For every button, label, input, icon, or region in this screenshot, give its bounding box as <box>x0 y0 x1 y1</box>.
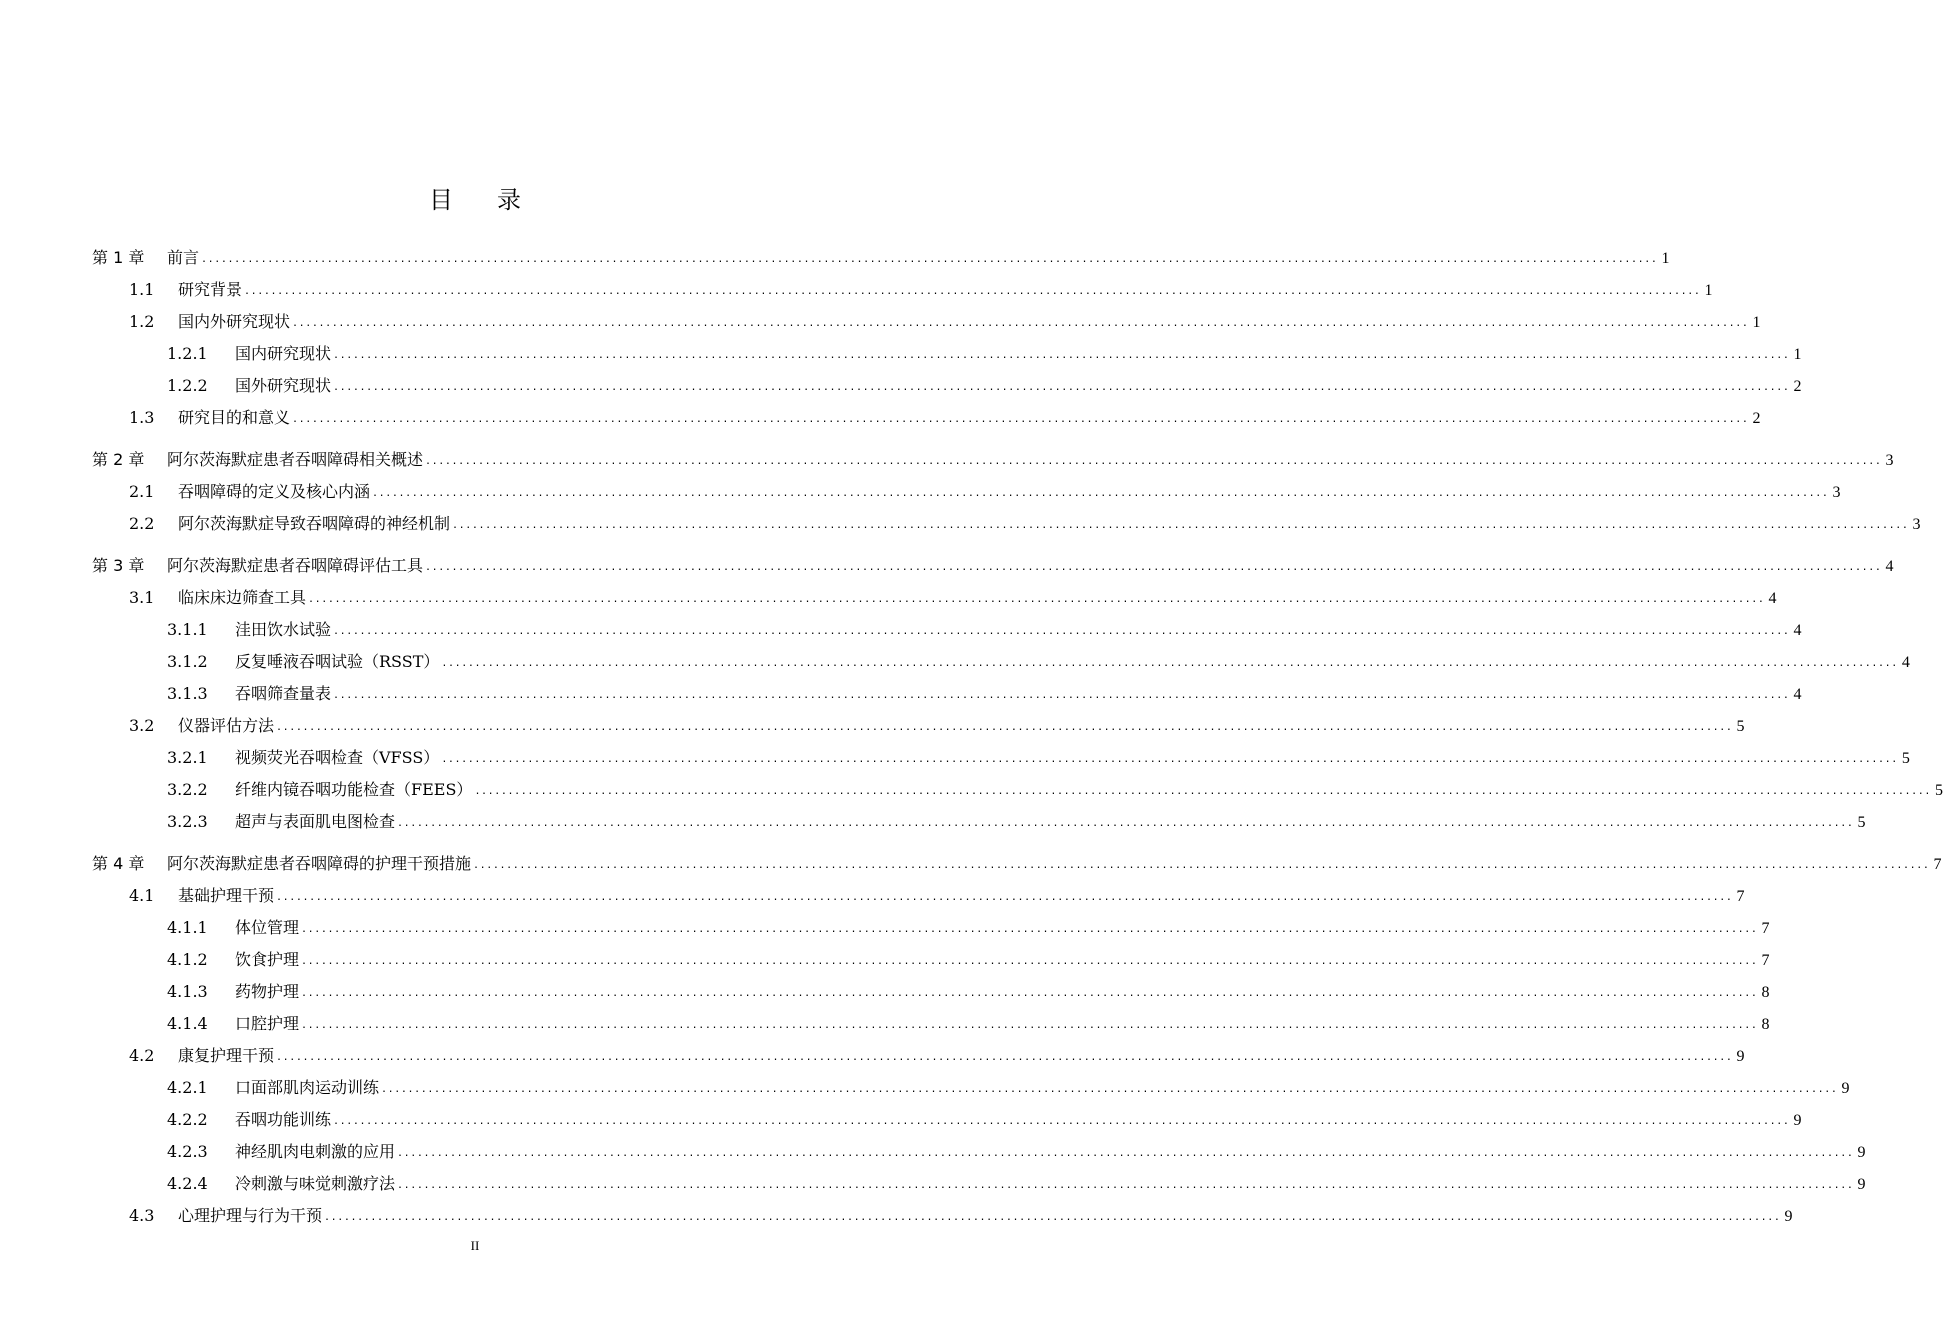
toc-dot-leader: ............................................................................................................................................................................................................................ <box>244 286 1701 297</box>
toc-entry-title: 饮食护理 <box>235 950 300 969</box>
toc-entry-page-number: 9 <box>1784 1208 1793 1225</box>
toc-entry-page-number: 7 <box>1761 920 1770 937</box>
toc-entry-number: 2.2 <box>129 514 155 533</box>
toc-dot-leader: ............................................................................................................................................................................................................................ <box>474 786 1931 797</box>
toc-chapter-entry[interactable] <box>92 242 1670 274</box>
toc-entry-title: 国内研究现状 <box>235 344 332 363</box>
toc-dot-leader: ............................................................................................................................................................................................................................ <box>372 488 1829 499</box>
toc-entry-number: 1.2.1 <box>167 344 208 363</box>
toc-dot-leader: ............................................................................................................................................................................................................................ <box>308 594 1765 605</box>
toc-subsection-entry[interactable] <box>92 742 1910 774</box>
page-number-footer: II <box>470 1238 480 1253</box>
toc-entry-page-number: 9 <box>1736 1048 1745 1065</box>
page-title <box>0 180 950 215</box>
toc-dot-leader: ............................................................................................................................................................................................................................ <box>201 254 1658 265</box>
toc-entry-page-number: 1 <box>1661 250 1670 267</box>
toc-entry-page-number: 7 <box>1933 856 1942 873</box>
toc-subsection-entry[interactable] <box>92 1136 1866 1168</box>
toc-subsection-entry[interactable] <box>92 338 1802 370</box>
toc-dot-leader: ............................................................................................................................................................................................................................ <box>333 626 1790 637</box>
toc-entry-page-number: 7 <box>1736 888 1745 905</box>
toc-entry-page-number: 3 <box>1885 452 1894 469</box>
toc-dot-leader: ............................................................................................................................................................................................................................ <box>301 988 1758 999</box>
toc-entry-page-number: 4 <box>1793 686 1802 703</box>
toc-entry-title: 洼田饮水试验 <box>235 620 332 639</box>
toc-entry-page-number: 9 <box>1857 1176 1866 1193</box>
toc-entry-title: 基础护理干预 <box>178 886 275 905</box>
toc-entry-number: 4.1.2 <box>167 950 208 969</box>
toc-section-entry[interactable] <box>92 402 1761 434</box>
toc-entry-page-number: 5 <box>1934 782 1943 799</box>
toc-entry-number: 4.1.4 <box>167 1014 208 1033</box>
toc-subsection-entry[interactable] <box>92 806 1866 838</box>
toc-section-entry[interactable] <box>92 508 1921 540</box>
title-char-2: 录 <box>497 186 521 214</box>
toc-entry-title: 康复护理干预 <box>178 1046 275 1065</box>
toc-entry-title: 研究背景 <box>178 280 243 299</box>
toc-section-entry[interactable] <box>92 1040 1745 1072</box>
toc-dot-leader: ............................................................................................................................................................................................................................ <box>333 350 1790 361</box>
toc-entry-title: 临床床边筛查工具 <box>178 588 307 607</box>
toc-dot-leader: ............................................................................................................................................................................................................................ <box>301 924 1758 935</box>
toc-dot-leader: ............................................................................................................................................................................................................................ <box>452 520 1909 531</box>
toc-entry-number: 3.1.2 <box>167 652 208 671</box>
toc-dot-leader: ............................................................................................................................................................................................................................ <box>441 754 1898 765</box>
toc-entry-number: 3.2.2 <box>167 780 208 799</box>
toc-entry-title: 心理护理与行为干预 <box>178 1206 323 1225</box>
toc-dot-leader: ............................................................................................................................................................................................................................ <box>276 892 1733 903</box>
toc-entry-title: 视频荧光吞咽检查（VFSS） <box>235 748 440 767</box>
toc-section-entry[interactable] <box>92 582 1777 614</box>
toc-dot-leader: ............................................................................................................................................................................................................................ <box>301 956 1758 967</box>
toc-entry-number: 4.2 <box>129 1046 155 1065</box>
toc-subsection-entry[interactable] <box>92 976 1770 1008</box>
toc-subsection-entry[interactable] <box>92 678 1802 710</box>
toc-entry-page-number: 2 <box>1752 410 1761 427</box>
toc-entry-number: 第 2 章 <box>92 450 145 469</box>
toc-subsection-entry[interactable] <box>92 370 1802 402</box>
toc-dot-leader: ............................................................................................................................................................................................................................ <box>276 1052 1733 1063</box>
toc-dot-leader: ............................................................................................................................................................................................................................ <box>292 414 1749 425</box>
toc-entry-page-number: 1 <box>1704 282 1713 299</box>
toc-entry-title: 超声与表面肌电图检查 <box>235 812 396 831</box>
toc-entry-number: 1.1 <box>129 280 155 299</box>
toc-subsection-entry[interactable] <box>92 1104 1802 1136</box>
toc-dot-leader: ............................................................................................................................................................................................................................ <box>397 1180 1854 1191</box>
toc-entry-page-number: 4 <box>1885 558 1894 575</box>
toc-entry-page-number: 9 <box>1793 1112 1802 1129</box>
toc-chapter-entry[interactable] <box>92 848 1942 880</box>
toc-chapter-entry[interactable] <box>92 550 1894 582</box>
toc-section-entry[interactable] <box>92 880 1745 912</box>
toc-entry-title: 吞咽功能训练 <box>235 1110 332 1129</box>
toc-dot-leader: ............................................................................................................................................................................................................................ <box>333 1116 1790 1127</box>
toc-entry-page-number: 9 <box>1857 1144 1866 1161</box>
toc-entry-title: 吞咽筛查量表 <box>235 684 332 703</box>
toc-section-entry[interactable] <box>92 274 1713 306</box>
toc-entry-page-number: 4 <box>1793 622 1802 639</box>
toc-subsection-entry[interactable] <box>92 1168 1866 1200</box>
toc-entry-number: 1.3 <box>129 408 155 427</box>
toc-entry-number: 1.2.2 <box>167 376 208 395</box>
toc-section-entry[interactable] <box>92 710 1745 742</box>
toc-entry-page-number: 3 <box>1912 516 1921 533</box>
toc-entry-page-number: 1 <box>1793 346 1802 363</box>
toc-entry-number: 4.2.1 <box>167 1078 208 1097</box>
toc-dot-leader: ............................................................................................................................................................................................................................ <box>473 860 1930 871</box>
toc-entry-title: 阿尔茨海默症患者吞咽障碍的护理干预措施 <box>167 854 472 873</box>
toc-entry-title: 冷刺激与味觉刺激疗法 <box>235 1174 396 1193</box>
title-char-1: 目 <box>429 186 453 214</box>
toc-dot-leader: ............................................................................................................................................................................................................................ <box>276 722 1733 733</box>
toc-entry-number: 4.1.3 <box>167 982 208 1001</box>
toc-entry-number: 3.1.3 <box>167 684 208 703</box>
toc-entry-page-number: 8 <box>1761 984 1770 1001</box>
toc-entry-title: 口面部肌肉运动训练 <box>235 1078 380 1097</box>
toc-entry-number: 4.1 <box>129 886 155 905</box>
toc-entry-number: 4.2.4 <box>167 1174 208 1193</box>
toc-entry-title: 国内外研究现状 <box>178 312 291 331</box>
toc-subsection-entry[interactable] <box>92 614 1802 646</box>
toc-subsection-entry[interactable] <box>92 1008 1770 1040</box>
toc-dot-leader: ............................................................................................................................................................................................................................ <box>333 690 1790 701</box>
toc-entry-title: 仪器评估方法 <box>178 716 275 735</box>
toc-entry-page-number: 4 <box>1901 654 1910 671</box>
toc-entry-number: 3.1.1 <box>167 620 208 639</box>
toc-entry-title: 阿尔茨海默症患者吞咽障碍评估工具 <box>167 556 424 575</box>
toc-entry-number: 4.2.2 <box>167 1110 208 1129</box>
toc-entry-number: 2.1 <box>129 482 155 501</box>
toc-section-entry[interactable] <box>92 1200 1793 1232</box>
toc-entry-number: 3.2.1 <box>167 748 208 767</box>
toc-dot-leader: ............................................................................................................................................................................................................................ <box>381 1084 1838 1095</box>
toc-entry-title: 吞咽障碍的定义及核心内涵 <box>178 482 371 501</box>
toc-dot-leader: ............................................................................................................................................................................................................................ <box>397 818 1854 829</box>
toc-subsection-entry[interactable] <box>92 912 1770 944</box>
toc-dot-leader: ............................................................................................................................................................................................................................ <box>441 658 1898 669</box>
toc-entry-number: 4.1.1 <box>167 918 208 937</box>
toc-entry-page-number: 8 <box>1761 1016 1770 1033</box>
toc-dot-leader: ............................................................................................................................................................................................................................ <box>425 562 1882 573</box>
toc-dot-leader: ............................................................................................................................................................................................................................ <box>333 382 1790 393</box>
toc-subsection-entry[interactable] <box>92 646 1910 678</box>
toc-entry-title: 国外研究现状 <box>235 376 332 395</box>
toc-entry-title: 纤维内镜吞咽功能检查（FEES） <box>235 780 473 799</box>
toc-subsection-entry[interactable] <box>92 1072 1850 1104</box>
toc-entry-number: 3.2.3 <box>167 812 208 831</box>
toc-section-entry[interactable] <box>92 306 1761 338</box>
toc-entry-page-number: 2 <box>1793 378 1802 395</box>
toc-entry-number: 第 3 章 <box>92 556 145 575</box>
toc-entry-title: 口腔护理 <box>235 1014 300 1033</box>
toc-entry-page-number: 3 <box>1832 484 1841 501</box>
toc-entry-number: 第 1 章 <box>92 248 145 267</box>
toc-entry-title: 神经肌肉电刺激的应用 <box>235 1142 396 1161</box>
toc-entry-page-number: 7 <box>1761 952 1770 969</box>
toc-entry-page-number: 9 <box>1841 1080 1850 1097</box>
toc-subsection-entry[interactable] <box>92 774 1943 806</box>
toc-dot-leader: ............................................................................................................................................................................................................................ <box>301 1020 1758 1031</box>
toc-dot-leader: ............................................................................................................................................................................................................................ <box>292 318 1749 329</box>
toc-entry-page-number: 5 <box>1736 718 1745 735</box>
toc-entry-title: 阿尔茨海默症患者吞咽障碍相关概述 <box>167 450 424 469</box>
toc-entry-title: 反复唾液吞咽试验（RSST） <box>235 652 440 671</box>
toc-section-entry[interactable] <box>92 476 1841 508</box>
toc-entry-title: 阿尔茨海默症导致吞咽障碍的神经机制 <box>178 514 451 533</box>
toc-dot-leader: ............................................................................................................................................................................................................................ <box>324 1212 1781 1223</box>
toc-entry-number: 3.2 <box>129 716 155 735</box>
toc-dot-leader: ............................................................................................................................................................................................................................ <box>425 456 1882 467</box>
toc-entry-number: 1.2 <box>129 312 155 331</box>
toc-entry-title: 研究目的和意义 <box>178 408 291 427</box>
toc-entry-title: 前言 <box>167 248 200 267</box>
toc-entry-page-number: 1 <box>1752 314 1761 331</box>
toc-dot-leader: ............................................................................................................................................................................................................................ <box>397 1148 1854 1159</box>
toc-entry-page-number: 4 <box>1768 590 1777 607</box>
table-of-contents <box>92 242 1943 1232</box>
toc-entry-number: 4.3 <box>129 1206 155 1225</box>
toc-entry-page-number: 5 <box>1857 814 1866 831</box>
toc-entry-number: 第 4 章 <box>92 854 145 873</box>
toc-entry-number: 4.2.3 <box>167 1142 208 1161</box>
toc-subsection-entry[interactable] <box>92 944 1770 976</box>
toc-entry-page-number: 5 <box>1901 750 1910 767</box>
toc-chapter-entry[interactable] <box>92 444 1894 476</box>
toc-entry-number: 3.1 <box>129 588 155 607</box>
toc-entry-title: 药物护理 <box>235 982 300 1001</box>
toc-entry-title: 体位管理 <box>235 918 300 937</box>
